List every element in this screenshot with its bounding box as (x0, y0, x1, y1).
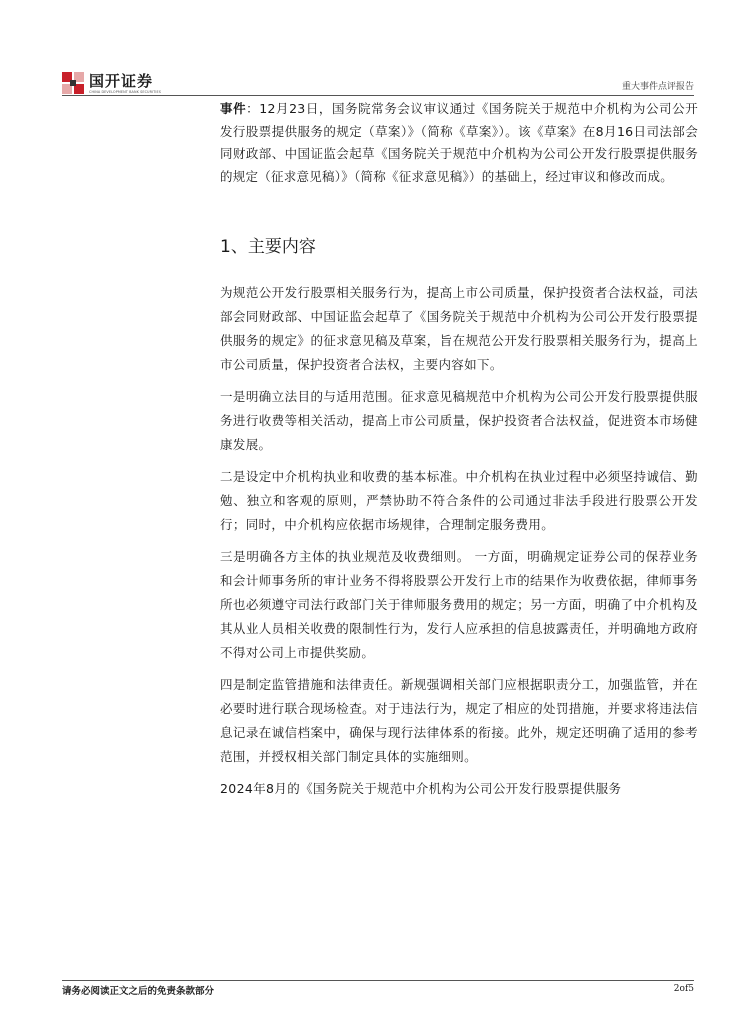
logo-english-name: CHINA DEVELOPMENT BANK SECURITIES (89, 90, 161, 94)
footer-divider (62, 980, 694, 981)
logo-name: 国开证券 (89, 72, 154, 90)
page-number: 2of5 (673, 984, 694, 994)
event-label: 事件 (220, 101, 247, 116)
main-content (220, 98, 698, 801)
event-text: ：12月23日，国务院常务会议审议通过《国务院关于规范中介机构为公司公开发行股票提供服务的规定（草案）》（简称《草案》）。该《草案》在8月16日司法部会同财政部、中国证监会起草《国务院关于规范中介机构为公司公开发行股票提供服务的规定（征求意见稿）》（简称《征求意见稿》）的基础上，经过审议和修改而成。 (220, 101, 698, 184)
logo-mark-icon (62, 72, 84, 94)
paragraph-point-2: 二是设定中介机构执业和收费的基本标准。中介机构在执业过程中必须坚持诚信、勤勉、独立和客观的原则，严禁协助不符合条件的公司通过非法手段进行股票公开发行；同时，中介机构应依据市场规律，合理制定服务费用。 (220, 469, 698, 532)
paragraph-continuation: 2024年8月的《国务院关于规范中介机构为公司公开发行股票提供服务 (220, 781, 622, 796)
footer-disclaimer: 请务必阅读正文之后的免责条款部分 (62, 986, 215, 997)
company-logo (62, 69, 202, 97)
paragraph-point-3: 三是明确各方主体的执业规范及收费细则。 一方面，明确规定证券公司的保荐业务和会计师事务所的审计业务不得将股票公开发行上市的结果作为收费依据，律师事务所也必须遵守司法行政部门关于律师服务费用的规定；另一方面，明确了中介机构及其从业人员相关收费的限制性行为，发行人应承担的信息披露责任，并明确地方政府不得对公司上市提供奖励。 (220, 549, 698, 660)
event-paragraph (220, 98, 698, 188)
header-divider (62, 95, 694, 96)
report-type-label: 重大事件点评报告 (621, 82, 694, 92)
paragraph-point-4: 四是制定监管措施和法律责任。新规强调相关部门应根据职责分工，加强监管，并在必要时进行联合现场检查。对于违法行为，规定了相应的处罚措施，并要求将违法信息记录在诚信档案中，确保与现行法律体系的衔接。此外，规定还明确了适用的参考范围，并授权相关部门制定具体的实施细则。 (220, 677, 698, 764)
section-title: 1、主要内容 (220, 237, 316, 257)
paragraph-intro: 为规范公开发行股票相关服务行为，提高上市公司质量，保护投资者合法权益，司法部会同财政部、中国证监会起草了《国务院关于规范中介机构为公司公开发行股票提供服务的规定》的征求意见稿及草案，旨在规范公开发行股票相关服务行为，提高上市公司质量，保护投资者合法权，主要内容如下。 (220, 285, 698, 372)
page-header (62, 66, 694, 96)
paragraph-point-1: 一是明确立法目的与适用范围。征求意见稿规范中介机构为公司公开发行股票提供服务进行收费等相关活动，提高上市公司质量，保护投资者合法权益，促进资本市场健康发展。 (220, 389, 698, 452)
